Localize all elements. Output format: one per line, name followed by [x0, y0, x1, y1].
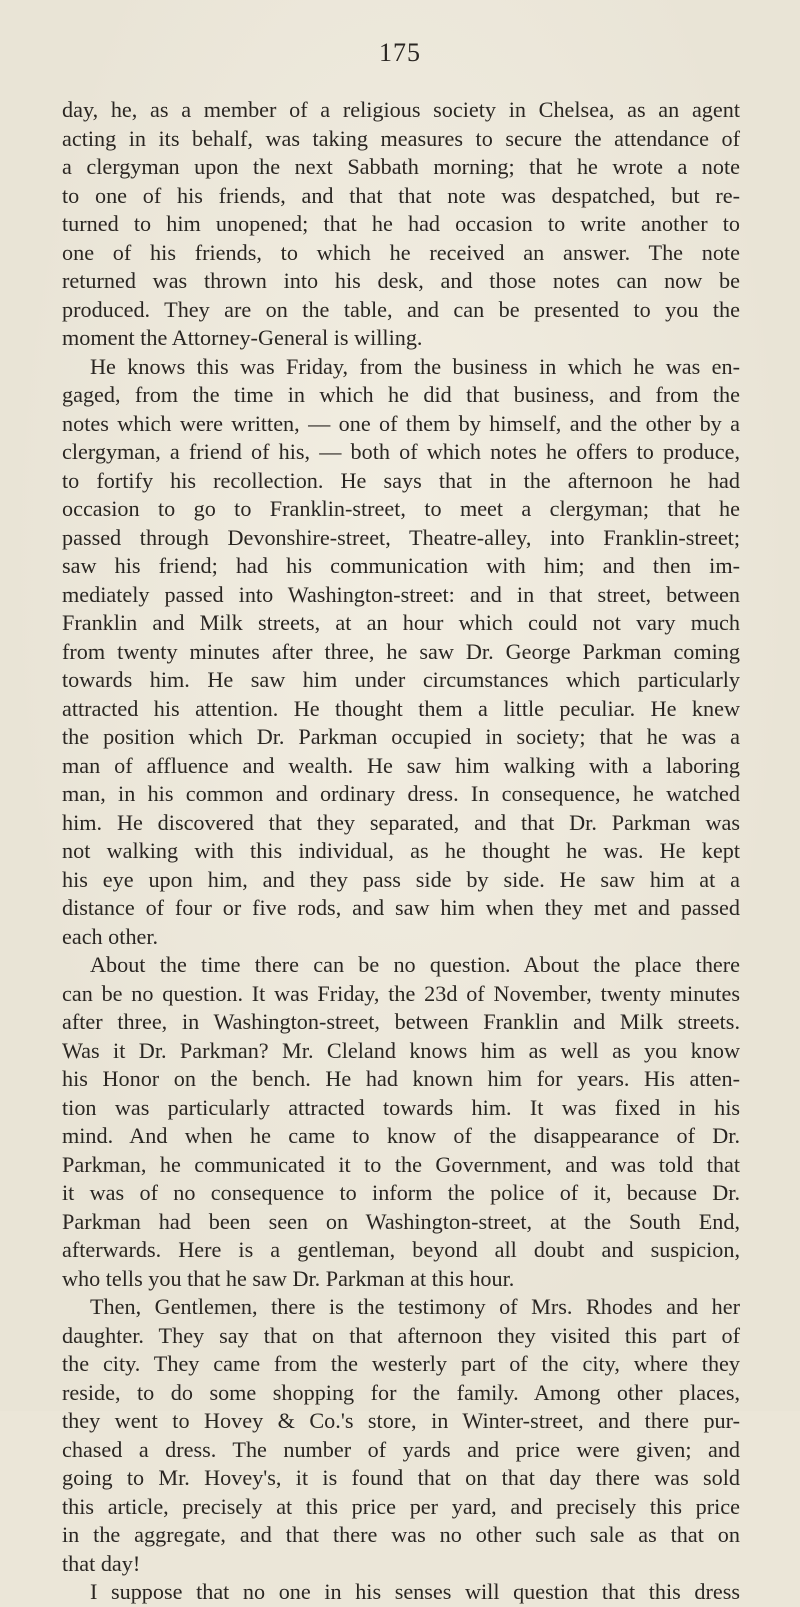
text-line: distance of four or five rods, and saw him when they met and passed: [62, 895, 740, 920]
text-line: afterwards. Here is a gentleman, beyond all doubt and suspicion,: [62, 1237, 740, 1262]
text-line: towards him. He saw him under circumstances which particularly: [62, 667, 740, 692]
text-line: returned was thrown into his desk, and those notes can now be: [62, 268, 740, 293]
text-line: this article, precisely at this price per yard, and precisely this price: [62, 1493, 740, 1519]
text-line: reside, to do some shopping for the family. Among other places,: [62, 1379, 740, 1405]
text-line: chased a dress. The number of yards and price were given; and: [62, 1436, 740, 1462]
text-line: who tells you that he saw Dr. Parkman at this hour.: [62, 1265, 515, 1291]
text-line: to one of his friends, and that that note was despatched, but re-: [62, 182, 740, 208]
text-line: clergyman, a friend of his, — both of which notes he offers to produce,: [62, 439, 740, 464]
text-line: day, he, as a member of a religious society in Chelsea, as an agent: [62, 97, 740, 122]
text-line: daughter. They say that on that afternoon they visited this part of: [62, 1322, 740, 1348]
text-line: it was of no consequence to inform the police of it, because Dr.: [62, 1180, 740, 1205]
text-line: the position which Dr. Parkman occupied in society; that he was a: [62, 724, 740, 749]
text-line: turned to him unopened; that he had occasion to write another to: [62, 211, 740, 236]
text-line: produced. They are on the table, and can be presented to you the: [62, 296, 740, 322]
text-line: occasion to go to Franklin-street, to meet a clergyman; that he: [62, 496, 740, 521]
text-line: can be no question. It was Friday, the 23d of November, twenty minutes: [62, 980, 740, 1006]
text-line: to fortify his recollection. He says that in the afternoon he had: [62, 467, 740, 493]
text-line: moment the Attorney-General is willing.: [62, 325, 423, 350]
text-line: from twenty minutes after three, he saw Dr. George Parkman coming: [62, 638, 740, 664]
text-line: after three, in Washington-street, between Franklin and Milk streets.: [62, 1009, 740, 1034]
text-line: mind. And when he came to know of the disappearance of Dr.: [62, 1123, 740, 1148]
text-line: the city. They came from the westerly part of the city, where they: [62, 1351, 740, 1376]
text-line: they went to Hovey & Co.'s store, in Winter-street, and there pur-: [62, 1408, 740, 1433]
text-line: each other.: [62, 923, 159, 949]
text-line: man, in his common and ordinary dress. In consequence, he watched: [62, 781, 740, 806]
text-line: tion was particularly attracted towards him. It was fixed in his: [62, 1094, 740, 1120]
text-line: attracted his attention. He thought them a little peculiar. He knew: [62, 695, 740, 721]
text-line: acting in its behalf, was taking measures to secure the attendance of: [62, 125, 740, 151]
text-line: not walking with this individual, as he thought he was. He kept: [62, 838, 740, 863]
page-number: 175: [379, 38, 421, 67]
text-line: his eye upon him, and they pass side by side. He saw him at a: [62, 866, 740, 892]
text-line: in the aggregate, and that there was no other such sale as that on: [62, 1522, 740, 1547]
text-line: going to Mr. Hovey's, it is found that on that day there was sold: [62, 1465, 740, 1490]
text-line: He knows this was Friday, from the business in which he was en-: [90, 353, 740, 379]
text-line: a clergyman upon the next Sabbath morning; that he wrote a note: [62, 154, 740, 179]
body-text: [62, 96, 740, 1607]
text-line: About the time there can be no question. About the place there: [90, 952, 740, 977]
text-line: Franklin and Milk streets, at an hour which could not vary much: [62, 610, 740, 635]
text-line: Was it Dr. Parkman? Mr. Cleland knows him as well as you know: [62, 1037, 740, 1063]
text-line: his Honor on the bench. He had known him for years. His atten-: [62, 1066, 740, 1091]
text-line: him. He discovered that they separated, and that Dr. Parkman was: [62, 809, 740, 835]
text-line: passed through Devonshire-street, Theatre-alley, into Franklin-street;: [62, 524, 740, 550]
text-line: saw his friend; had his communication with him; and then im-: [62, 553, 740, 578]
text-line: I suppose that no one in his senses will question that this dress: [90, 1579, 740, 1604]
text-line: mediately passed into Washington-street: and in that street, between: [62, 581, 740, 607]
text-line: Then, Gentlemen, there is the testimony of Mrs. Rhodes and her: [90, 1294, 740, 1319]
text-line: notes which were written, — one of them by himself, and the other by a: [62, 410, 740, 436]
text-line: gaged, from the time in which he did that business, and from the: [62, 382, 740, 407]
text-line: man of affluence and wealth. He saw him walking with a laboring: [62, 752, 740, 778]
text-line: Parkman had been seen on Washington-street, at the South End,: [62, 1208, 740, 1234]
text-line: that day!: [62, 1550, 141, 1576]
text-line: Parkman, he communicated it to the Government, and was told that: [62, 1151, 740, 1177]
text-line: one of his friends, to which he received an answer. The note: [62, 239, 740, 265]
